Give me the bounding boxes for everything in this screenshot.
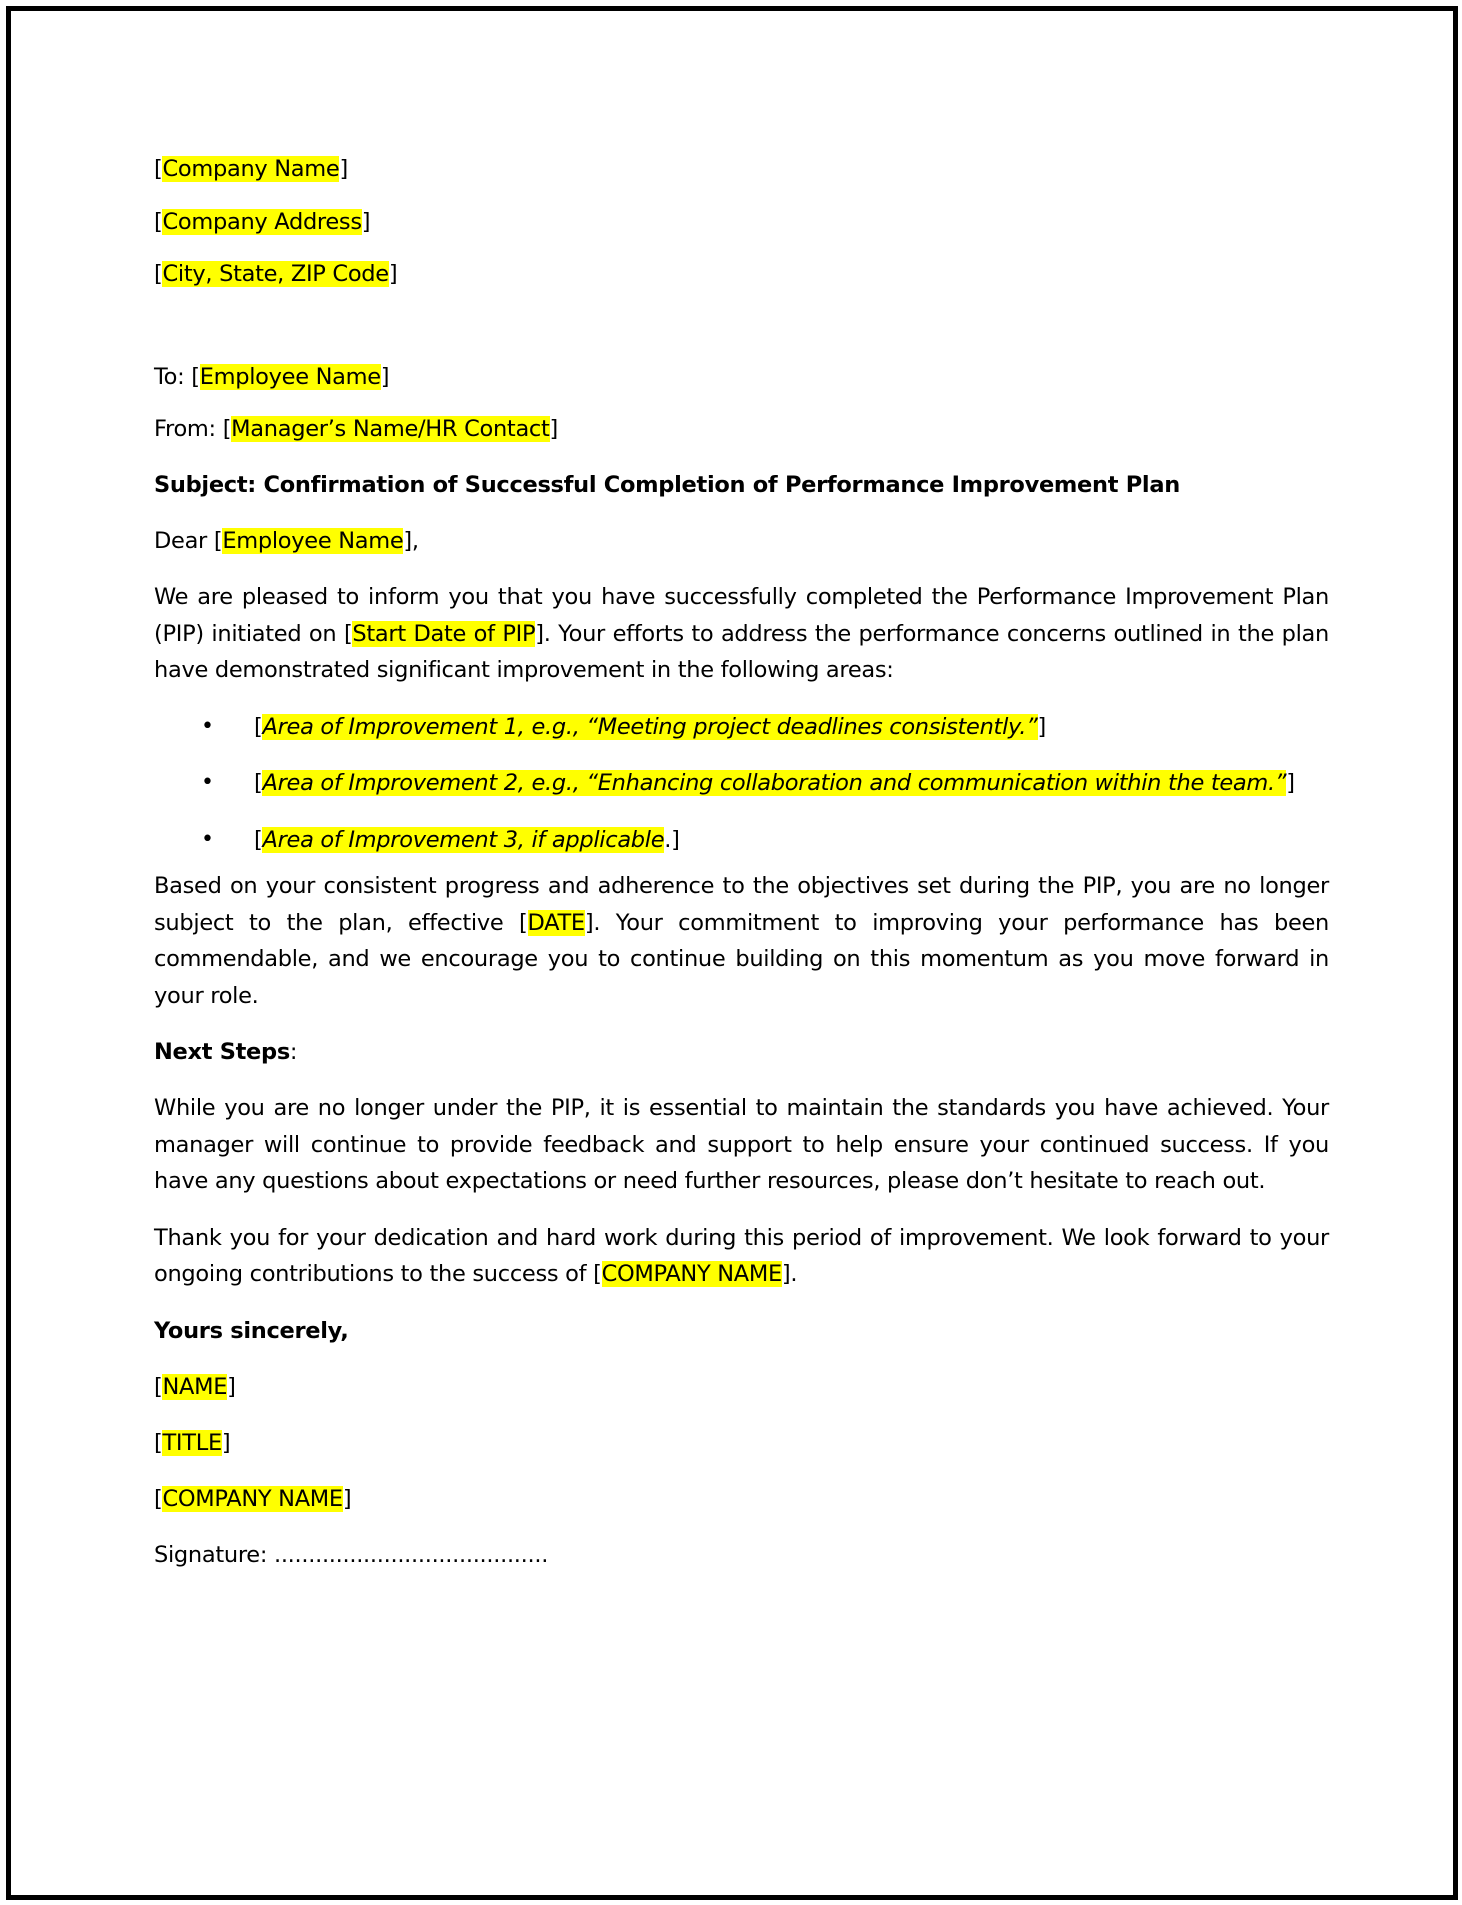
paragraph-thank-you: Thank you for your dedication and hard work during this period of improvement. We look forward to your ongoing contributions to the success of [COMPANY NAME]. bbox=[154, 1224, 1329, 1287]
city-state-zip-placeholder: City, State, ZIP Code bbox=[162, 261, 389, 287]
next-steps-colon: : bbox=[289, 1039, 298, 1065]
bullet-icon: • bbox=[201, 826, 214, 852]
to-employee-placeholder: Employee Name bbox=[199, 363, 381, 390]
list-item: • [Area of Improvement 2, e.g., “Enhancing collaboration and communication within the team.”] bbox=[154, 765, 1329, 822]
spacer bbox=[154, 309, 1329, 359]
letter-body bbox=[154, 151, 1329, 1573]
salutation-suffix: ], bbox=[403, 528, 419, 554]
next-steps-label: Next Steps bbox=[154, 1039, 290, 1065]
effective-date-placeholder: DATE bbox=[527, 909, 585, 936]
signoff-company-placeholder: COMPANY NAME bbox=[162, 1485, 343, 1512]
from-line: From: [Manager’s Name/HR Contact] bbox=[154, 416, 559, 442]
to-label: To: bbox=[154, 363, 192, 390]
company-name-placeholder: Company Name bbox=[162, 156, 340, 182]
next-steps-heading bbox=[154, 1034, 1329, 1090]
area-tail: ] bbox=[1037, 713, 1046, 740]
company-name-line: [Company Name] bbox=[154, 156, 348, 182]
from-label: From: bbox=[154, 416, 223, 442]
para2-text-a: Based on your consistent progress and adherence to the objectives set during the PIP, you are no longer subject to the plan, effective bbox=[154, 873, 1329, 936]
improvement-areas-list bbox=[154, 709, 1329, 879]
para4-text-b: ]. bbox=[781, 1261, 798, 1287]
bullet-icon: • bbox=[201, 713, 214, 739]
area-placeholder: Area of Improvement 1, e.g., “Meeting project deadlines consistently.” bbox=[262, 713, 1038, 740]
document-page bbox=[6, 6, 1458, 1900]
paragraph-next-steps: While you are no longer under the PIP, it is essential to maintain the standards you have achieved. Your manager will continue to provide feedback and support to help ensure your continued success. If you have any questions about expectations or need further resources, please don’t hesitate to reach out. bbox=[154, 1095, 1329, 1194]
para1-text-a: We are pleased to inform you that you have successfully completed the Performance Improvement Plan (PIP) initiated on bbox=[154, 584, 1329, 647]
subject-line: Subject: Confirmation of Successful Completion of Performance Improvement Plan bbox=[154, 472, 1180, 498]
paragraph-no-longer-subject: Based on your consistent progress and adherence to the objectives set during the PIP, you are no longer subject to the plan, effective [DATE]. Your commitment to improving your performance has been commendable, and we encourage you to continue building on this momentum as you move forward in your role. bbox=[154, 873, 1330, 1009]
signoff-title-line: [TITLE] bbox=[154, 1429, 231, 1456]
signoff-company-line: [COMPANY NAME] bbox=[154, 1485, 352, 1512]
paragraph-pip-completed: We are pleased to inform you that you have successfully completed the Performance Improvement Plan (PIP) initiated on [Start Date of PIP]. Your efforts to address the performance concerns outlined in the plan have demonstrated significant improvement in the following areas: bbox=[154, 584, 1329, 683]
salutation-name-placeholder: Employee Name bbox=[222, 528, 404, 554]
to-line: To: [Employee Name] bbox=[154, 363, 390, 390]
bullet-icon: • bbox=[201, 770, 214, 795]
list-item: • [Area of Improvement 1, e.g., “Meeting project deadlines consistently.”] bbox=[154, 709, 1329, 766]
signature-line: Signature: ........................................ bbox=[154, 1541, 549, 1568]
para4-text-a: Thank you for your dedication and hard work during this period of improvement. We look forward to your ongoing contributions to the success of bbox=[154, 1224, 1329, 1287]
salutation-prefix: Dear bbox=[154, 528, 214, 554]
salutation-line: Dear [Employee Name], bbox=[154, 528, 419, 554]
city-state-zip-line: [City, State, ZIP Code] bbox=[154, 261, 398, 287]
area-placeholder: Area of Improvement 3, if applicable bbox=[262, 826, 665, 853]
signoff-name-placeholder: NAME bbox=[162, 1373, 228, 1400]
closing-line: Yours sincerely, bbox=[154, 1317, 349, 1344]
company-address-line: [Company Address] bbox=[154, 208, 371, 235]
area-tail: ] bbox=[1286, 770, 1295, 796]
company-address-placeholder: Company Address bbox=[162, 208, 362, 235]
start-date-placeholder: Start Date of PIP bbox=[352, 620, 536, 647]
from-manager-placeholder: Manager’s Name/HR Contact bbox=[231, 416, 550, 442]
company-name-inline-placeholder: COMPANY NAME bbox=[601, 1261, 782, 1287]
signoff-name-line: [NAME] bbox=[154, 1373, 236, 1400]
para2-text-b: ]. Your commitment to improving your performance has been commendable, and we encourage you to continue building on this momentum as you move forward in your role. bbox=[154, 909, 1330, 1009]
signoff-title-placeholder: TITLE bbox=[162, 1429, 222, 1456]
area-placeholder: Area of Improvement 2, e.g., “Enhancing collaboration and communication within the team.” bbox=[262, 770, 1287, 796]
list-item: • [Area of Improvement 3, if applicable.] bbox=[154, 822, 1329, 879]
para1-text-b: ]. Your efforts to address the performance concerns outlined in the plan have demonstrated significant improvement in the following areas: bbox=[154, 620, 1329, 683]
area-tail: .] bbox=[664, 826, 680, 853]
